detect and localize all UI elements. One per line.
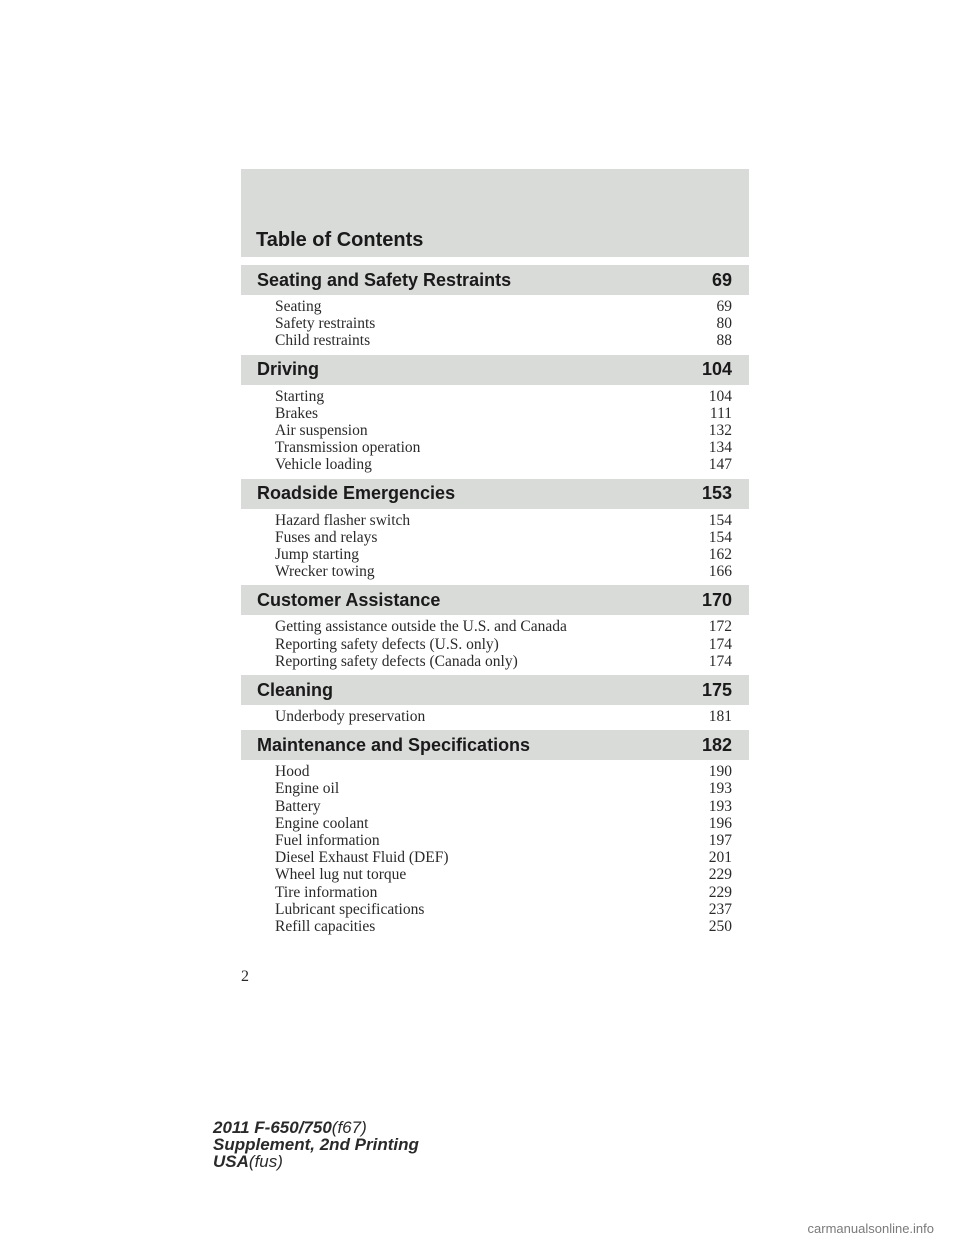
page-number: 2 <box>241 968 249 985</box>
entry-label: Hazard flasher switch <box>275 511 411 529</box>
toc-entries <box>241 615 749 675</box>
toc-entry[interactable] <box>275 849 732 866</box>
entry-page: 132 <box>708 422 732 440</box>
entry-label: Lubricant specifications <box>275 900 425 918</box>
toc-entry[interactable] <box>275 405 732 422</box>
entry-page: 237 <box>708 900 732 918</box>
toc-entry[interactable] <box>275 884 732 901</box>
toc-entry[interactable] <box>275 815 732 832</box>
entry-page: 174 <box>708 635 732 653</box>
section-title: Cleaning <box>257 679 334 700</box>
entry-label: Refill capacities <box>275 918 376 936</box>
section-title: Roadside Emergencies <box>257 483 456 504</box>
toc-section-header[interactable] <box>241 355 749 385</box>
entry-page: 250 <box>708 918 732 936</box>
entry-label: Battery <box>275 797 321 815</box>
entry-label: Air suspension <box>275 422 368 440</box>
toc-entry[interactable] <box>275 708 732 725</box>
entry-page: 229 <box>708 866 732 884</box>
toc-entry[interactable] <box>275 636 732 653</box>
entry-label: Transmission operation <box>275 439 421 457</box>
entry-page: 88 <box>716 332 732 350</box>
section-page: 170 <box>701 589 732 610</box>
entry-page: 69 <box>716 298 732 315</box>
toc-entry[interactable] <box>275 332 732 349</box>
entry-page: 181 <box>708 708 732 726</box>
toc-entry[interactable] <box>275 832 732 849</box>
entry-label: Jump starting <box>275 546 359 564</box>
toc-entry[interactable] <box>275 918 732 935</box>
entry-page: 147 <box>708 456 732 474</box>
entry-label: Diesel Exhaust Fluid (DEF) <box>275 849 449 867</box>
entry-label: Child restraints <box>275 332 371 350</box>
entry-page: 172 <box>708 618 732 636</box>
toc-section-header[interactable] <box>241 675 749 705</box>
toc-section-header[interactable] <box>241 265 749 295</box>
entry-page: 154 <box>708 511 732 529</box>
entry-page: 154 <box>708 528 732 546</box>
entry-page: 201 <box>708 849 732 867</box>
toc-entry[interactable] <box>275 653 732 670</box>
section-page: 104 <box>701 359 732 380</box>
entry-page: 229 <box>708 883 732 901</box>
toc-entry[interactable] <box>275 456 732 473</box>
toc-list <box>241 265 749 940</box>
section-page: 175 <box>701 679 732 700</box>
section-page: 182 <box>701 734 732 755</box>
entry-label: Tire information <box>275 883 378 901</box>
entry-label: Wheel lug nut torque <box>275 866 407 884</box>
entry-page: 193 <box>708 797 732 815</box>
toc-entries <box>241 705 749 730</box>
entry-page: 166 <box>708 563 732 581</box>
toc-entry[interactable] <box>275 298 732 315</box>
toc-entry[interactable] <box>275 422 732 439</box>
toc-entry[interactable] <box>275 763 732 780</box>
entry-label: Hood <box>275 763 310 781</box>
entry-page: 190 <box>708 763 732 781</box>
entry-label: Getting assistance outside the U.S. and Canada <box>275 618 567 636</box>
footer-printing: Supplement, 2nd Printing <box>213 1135 419 1154</box>
entry-page: 162 <box>708 546 732 564</box>
toc-entry[interactable] <box>275 901 732 918</box>
entry-page: 80 <box>716 315 732 333</box>
toc-header <box>241 169 749 257</box>
entry-page: 104 <box>708 387 732 405</box>
entry-page: 197 <box>708 832 732 850</box>
toc-entries <box>241 295 749 355</box>
toc-entries <box>241 760 749 940</box>
section-page: 69 <box>711 269 732 290</box>
section-title: Driving <box>257 359 320 380</box>
section-title: Maintenance and Specifications <box>257 734 531 755</box>
toc-entries <box>241 509 749 586</box>
toc-entry[interactable] <box>275 512 732 529</box>
toc-section-header[interactable] <box>241 479 749 509</box>
entry-label: Engine oil <box>275 780 340 798</box>
toc-entries <box>241 385 749 479</box>
toc-entry[interactable] <box>275 529 732 546</box>
toc-entry[interactable] <box>275 315 732 332</box>
entry-page: 196 <box>708 814 732 832</box>
toc-entry[interactable] <box>275 780 732 797</box>
toc-entry[interactable] <box>275 798 732 815</box>
watermark: carmanualsonline.info <box>807 1221 934 1236</box>
toc-entry[interactable] <box>275 563 732 580</box>
entry-page: 134 <box>708 439 732 457</box>
entry-label: Reporting safety defects (U.S. only) <box>275 635 499 653</box>
entry-label: Fuel information <box>275 832 380 850</box>
entry-page: 193 <box>708 780 732 798</box>
toc-section-header[interactable] <box>241 585 749 615</box>
entry-label: Starting <box>275 387 325 405</box>
toc-entry[interactable] <box>275 866 732 883</box>
print-footer <box>213 1119 419 1170</box>
footer-market: USA <box>213 1152 249 1171</box>
entry-label: Fuses and relays <box>275 528 378 546</box>
entry-label: Reporting safety defects (Canada only) <box>275 652 518 670</box>
section-page: 153 <box>701 483 732 504</box>
toc-entry[interactable] <box>275 546 732 563</box>
entry-label: Engine coolant <box>275 814 369 832</box>
footer-model-code: (f67) <box>331 1118 367 1137</box>
entry-label: Underbody preservation <box>275 708 426 726</box>
toc-entry[interactable] <box>275 618 732 635</box>
footer-market-code: (fus) <box>248 1152 283 1171</box>
entry-page: 111 <box>709 404 732 422</box>
entry-label: Brakes <box>275 404 319 422</box>
toc-section-header[interactable] <box>241 730 749 760</box>
entry-label: Vehicle loading <box>275 456 372 474</box>
entry-label: Wrecker towing <box>275 563 375 581</box>
entry-page: 174 <box>708 652 732 670</box>
footer-model: 2011 F-650/750 <box>213 1118 332 1137</box>
toc-entry[interactable] <box>275 439 732 456</box>
toc-title: Table of Contents <box>256 229 424 251</box>
section-title: Seating and Safety Restraints <box>257 269 512 290</box>
entry-label: Safety restraints <box>275 315 376 333</box>
toc-entry[interactable] <box>275 388 732 405</box>
section-title: Customer Assistance <box>257 589 441 610</box>
entry-label: Seating <box>275 298 322 315</box>
